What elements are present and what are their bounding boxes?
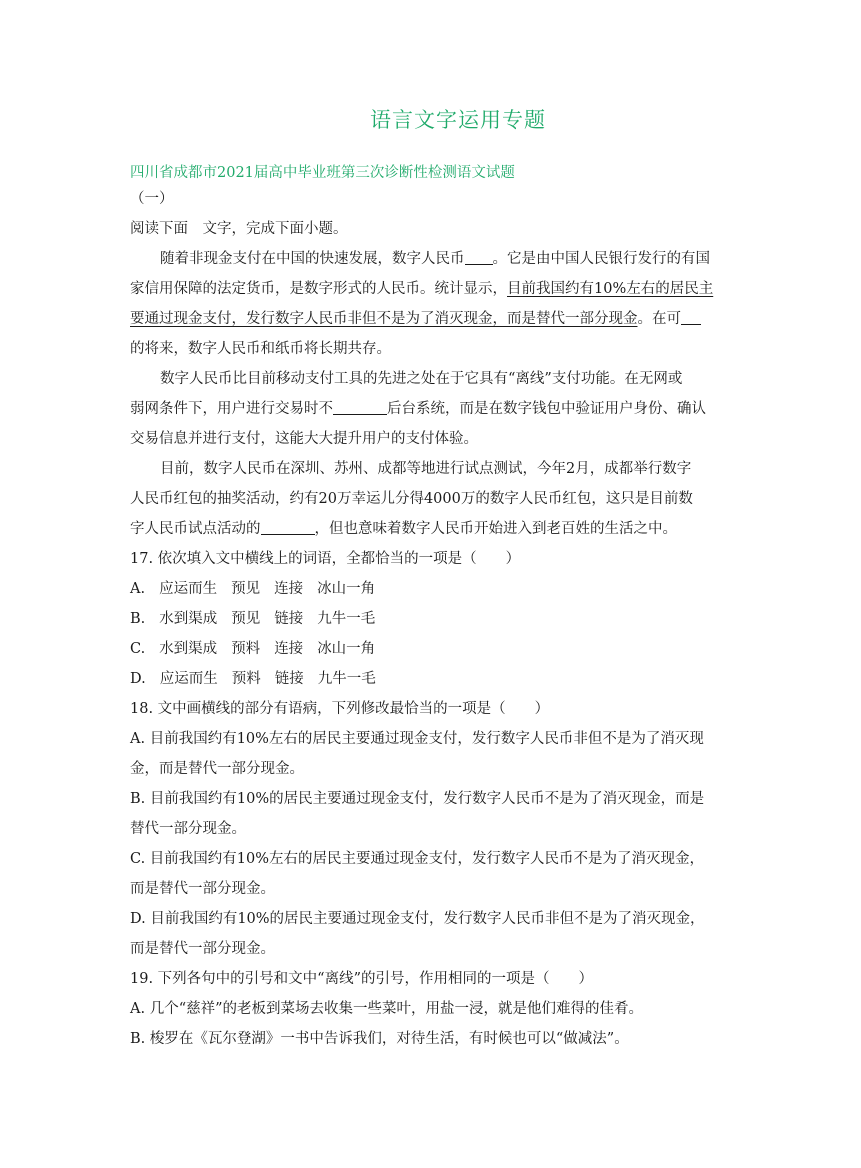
option-word: 应运而生 bbox=[159, 581, 218, 597]
section-label: （一） bbox=[130, 191, 174, 207]
passage-text: 。它是由中国人民银行发行的有国 bbox=[492, 251, 710, 267]
passage-text: ，但也意味着数字人民币开始进入到老百姓的生活之中。 bbox=[314, 521, 677, 537]
option-word: 水到渠成 bbox=[159, 611, 218, 627]
question-17-option-a bbox=[130, 579, 389, 599]
passage-line: 人民币红包的抽奖活动，约有20万幸运儿分得4000万的数字人民币红包，这只是目前数 bbox=[130, 491, 693, 507]
fill-blank bbox=[333, 400, 387, 415]
passage-line bbox=[130, 309, 701, 329]
question-18-option-c-cont: 而是替代一部分现金。 bbox=[130, 881, 275, 897]
passage-line bbox=[130, 279, 713, 299]
option-word: 预见 bbox=[231, 581, 261, 597]
question-19-option-a: A. 几个“慈祥”的老板到菜场去收集一些菜叶，用盐一浸，就是他们难得的佳肴。 bbox=[130, 1001, 644, 1017]
passage-line bbox=[130, 399, 706, 419]
option-letter: A. bbox=[130, 581, 146, 597]
passage-text: 家信用保障的法定货币，是数字形式的人民币。统计显示， bbox=[130, 281, 507, 297]
underlined-sentence: 目前我国约有10%左右的居民主 bbox=[507, 281, 714, 297]
passage-line: 数字人民币比目前移动支付工具的先进之处在于它具有“离线”支付功能。在无网或 bbox=[160, 371, 683, 387]
question-19-option-b: B. 梭罗在《瓦尔登湖》一书中告诉我们，对待生活，有时候也可以“做减法”。 bbox=[130, 1031, 629, 1047]
question-18-option-c: C. 目前我国约有10%左右的居民主要通过现金支付，发行数字人民币不是为了消灭现金， bbox=[130, 851, 705, 867]
question-17-option-c bbox=[130, 639, 389, 659]
option-word: 水到渠成 bbox=[159, 641, 218, 657]
passage-line: 交易信息并进行支付，这能大大提升用户的支付体验。 bbox=[130, 431, 478, 447]
fill-blank bbox=[261, 520, 315, 535]
passage-text: 。在可 bbox=[637, 311, 681, 327]
option-word: 预料 bbox=[231, 641, 261, 657]
document-title: 语言文字运用专题 bbox=[370, 108, 546, 132]
passage-line bbox=[160, 249, 710, 269]
option-word: 九牛一毛 bbox=[317, 671, 376, 687]
question-18-option-b: B. 目前我国约有10%的居民主要通过现金支付，发行数字人民币不是为了消灭现金，而是 bbox=[130, 791, 705, 807]
question-17-option-b bbox=[130, 609, 389, 629]
passage-line: 的将来，数字人民币和纸币将长期共存。 bbox=[130, 341, 391, 357]
option-word: 应运而生 bbox=[159, 671, 218, 687]
question-18-option-a-cont: 金，而是替代一部分现金。 bbox=[130, 761, 304, 777]
option-word: 预见 bbox=[231, 611, 261, 627]
option-letter: B. bbox=[130, 611, 146, 627]
option-word: 冰山一角 bbox=[317, 581, 376, 597]
question-18-option-a: A. 目前我国约有10%左右的居民主要通过现金支付，发行数字人民币非但不是为了消灭现 bbox=[130, 731, 704, 747]
option-letter: C. bbox=[130, 641, 146, 657]
question-17-stem: 17. 依次填入文中横线上的词语，全都恰当的一项是（ ） bbox=[130, 551, 521, 567]
reading-instruction: 阅读下面 文字，完成下面小题。 bbox=[130, 221, 348, 237]
underlined-sentence: 要通过现金支付，发行数字人民币非但不是为了消灭现金，而是替代一部分现金 bbox=[130, 311, 638, 327]
question-18-option-b-cont: 替代一部分现金。 bbox=[130, 821, 246, 837]
question-18-option-d-cont: 而是替代一部分现金。 bbox=[130, 941, 275, 957]
option-word: 冰山一角 bbox=[317, 641, 376, 657]
question-19-stem: 19. 下列各句中的引号和文中“离线”的引号，作用相同的一项是（ ） bbox=[130, 971, 593, 987]
passage-text: 随着非现金支付在中国的快速发展，数字人民币 bbox=[160, 251, 465, 267]
passage-text: 弱网条件下，用户进行交易时不 bbox=[130, 401, 333, 417]
passage-text: 后台系统，而是在数字钱包中验证用户身份、确认 bbox=[387, 401, 706, 417]
exam-source: 四川省成都市2021届高中毕业班第三次诊断性检测语文试题 bbox=[130, 165, 515, 181]
question-18-stem: 18. 文中画横线的部分有语病，下列修改最恰当的一项是（ ） bbox=[130, 701, 550, 717]
passage-text: 字人民币试点活动的 bbox=[130, 521, 261, 537]
question-17-option-d bbox=[130, 669, 390, 689]
option-word: 预料 bbox=[231, 671, 261, 687]
option-word: 连接 bbox=[274, 641, 304, 657]
fill-blank bbox=[465, 250, 493, 265]
question-18-option-d: D. 目前我国约有10%的居民主要通过现金支付，发行数字人民币非但不是为了消灭现金， bbox=[130, 911, 705, 927]
option-word: 连接 bbox=[274, 581, 304, 597]
option-letter: D. bbox=[130, 671, 146, 687]
option-word: 链接 bbox=[274, 611, 304, 627]
option-word: 九牛一毛 bbox=[317, 611, 376, 627]
option-word: 链接 bbox=[274, 671, 304, 687]
passage-line: 目前，数字人民币在深圳、苏州、成都等地进行试点测试，今年2月，成都举行数字 bbox=[160, 461, 692, 477]
passage-line bbox=[130, 519, 677, 539]
fill-blank bbox=[681, 310, 701, 325]
